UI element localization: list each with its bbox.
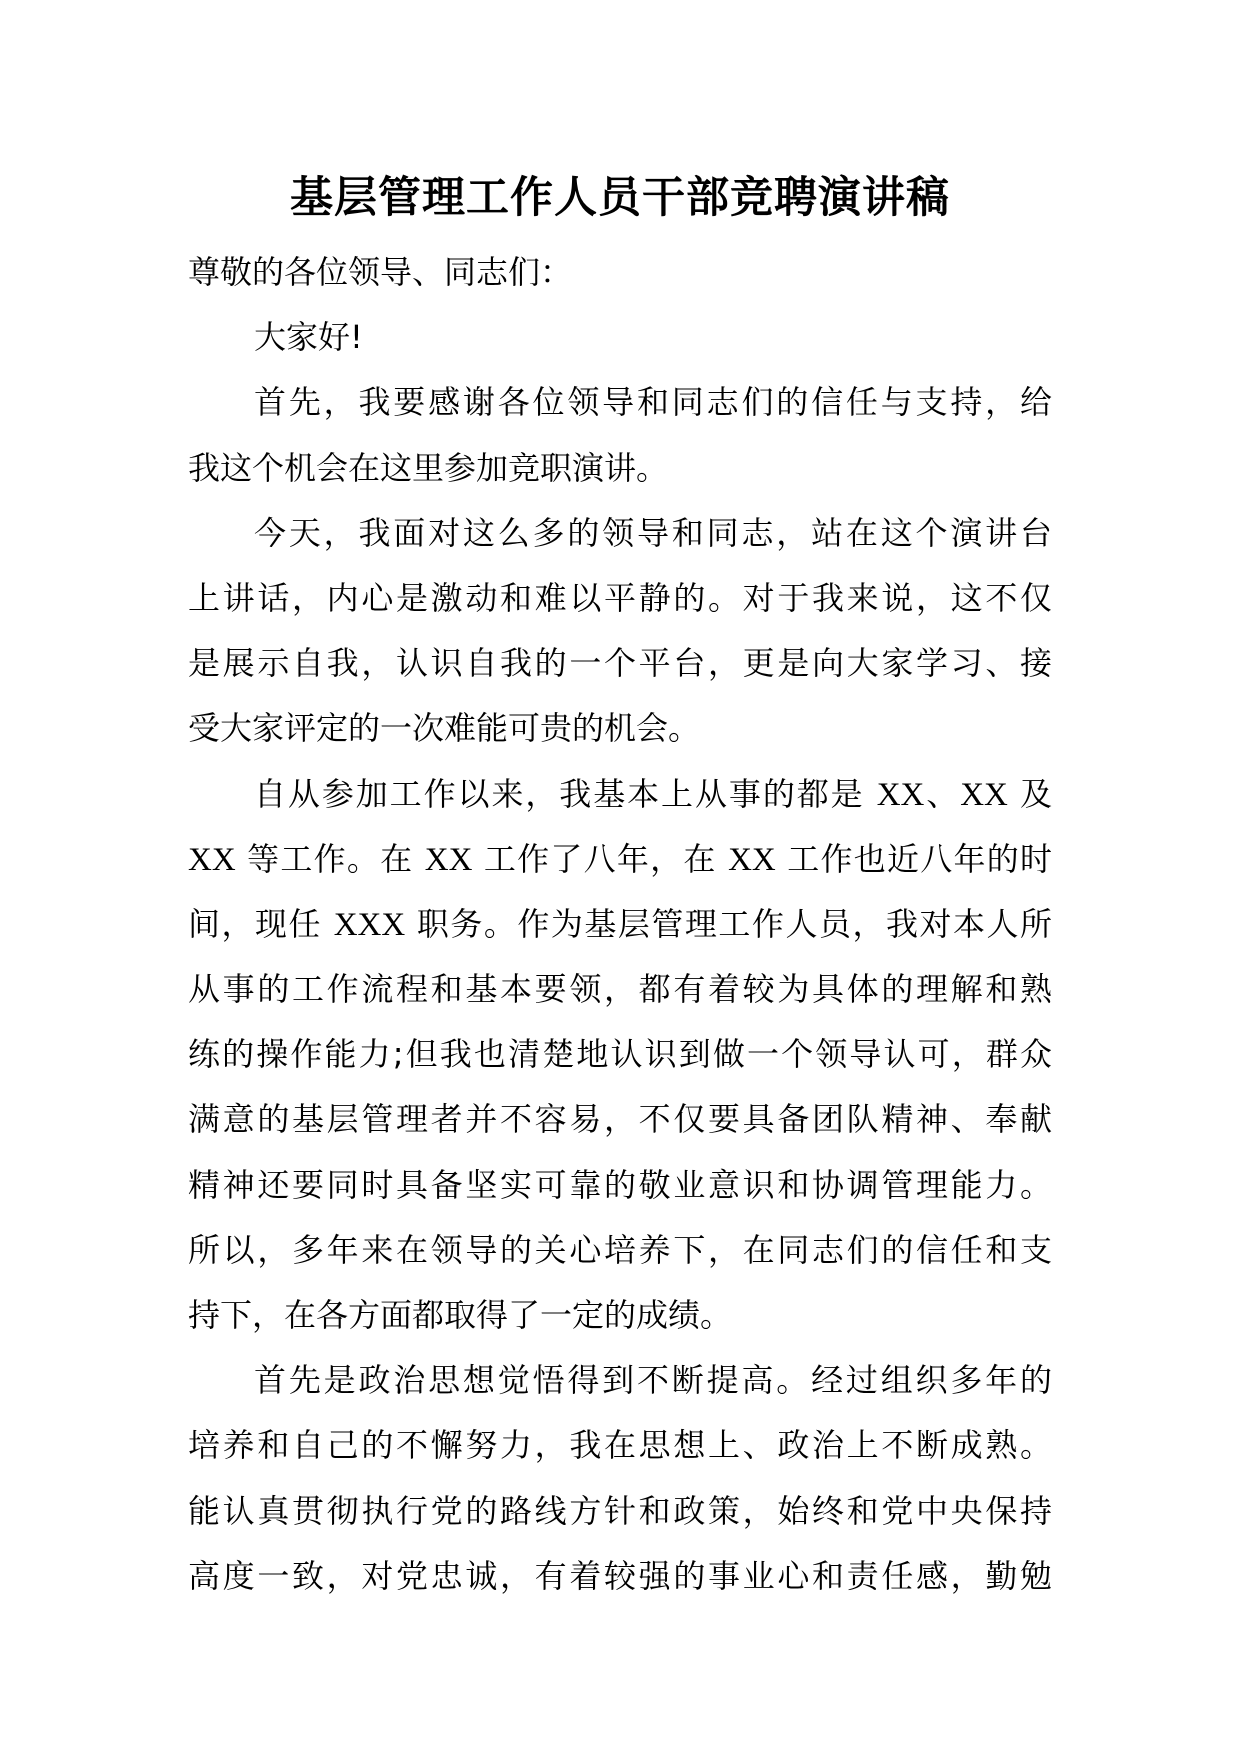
body-line: XX 等工作。在 XX 工作了八年，在 XX 工作也近八年的时 <box>188 839 1052 878</box>
body-line: 培养和自己的不懈努力，我在思想上、政治上不断成熟。 <box>188 1426 1052 1465</box>
body-line: 我这个机会在这里参加竞职演讲。 <box>188 448 669 487</box>
body-line: 上讲话，内心是激动和难以平静的。对于我来说，这不仅 <box>188 578 1052 617</box>
body-line: 从事的工作流程和基本要领，都有着较为具体的理解和熟 <box>188 970 1052 1009</box>
document-title: 基层管理工作人员干部竞聘演讲稿 <box>290 173 950 223</box>
body-line: 练的操作能力;但我也清楚地认识到做一个领导认可，群众 <box>188 1035 1052 1074</box>
body-line: 间，现任 XXX 职务。作为基层管理工作人员，我对本人所 <box>188 904 1052 943</box>
body-line: 高度一致，对党忠诚，有着较强的事业心和责任感，勤勉 <box>188 1556 1052 1595</box>
body-line: 尊敬的各位领导、同志们： <box>188 253 573 291</box>
body-line: 大家好! <box>254 318 363 357</box>
body-line: 受大家评定的一次难能可贵的机会。 <box>188 709 701 748</box>
body-line: 自从参加工作以来，我基本上从事的都是 XX、XX 及 <box>254 774 1052 813</box>
body-line: 满意的基层管理者并不容易，不仅要具备团队精神、奉献 <box>188 1100 1052 1139</box>
body-line: 所以，多年来在领导的关心培养下，在同志们的信任和支 <box>188 1230 1052 1269</box>
body-line: 持下，在各方面都取得了一定的成绩。 <box>188 1296 733 1334</box>
body-line: 是展示自我，认识自我的一个平台，更是向大家学习、接 <box>188 644 1052 683</box>
body-line: 首先是政治思想觉悟得到不断提高。经过组织多年的 <box>254 1361 1052 1400</box>
body-line: 能认真贯彻执行党的路线方针和政策，始终和党中央保持 <box>188 1491 1052 1530</box>
document-body <box>188 240 1052 1609</box>
body-line: 首先，我要感谢各位领导和同志们的信任与支持，给 <box>254 383 1052 422</box>
body-line: 精神还要同时具备坚实可靠的敬业意识和协调管理能力。 <box>188 1165 1052 1204</box>
body-line: 今天，我面对这么多的领导和同志，站在这个演讲台 <box>254 513 1052 552</box>
